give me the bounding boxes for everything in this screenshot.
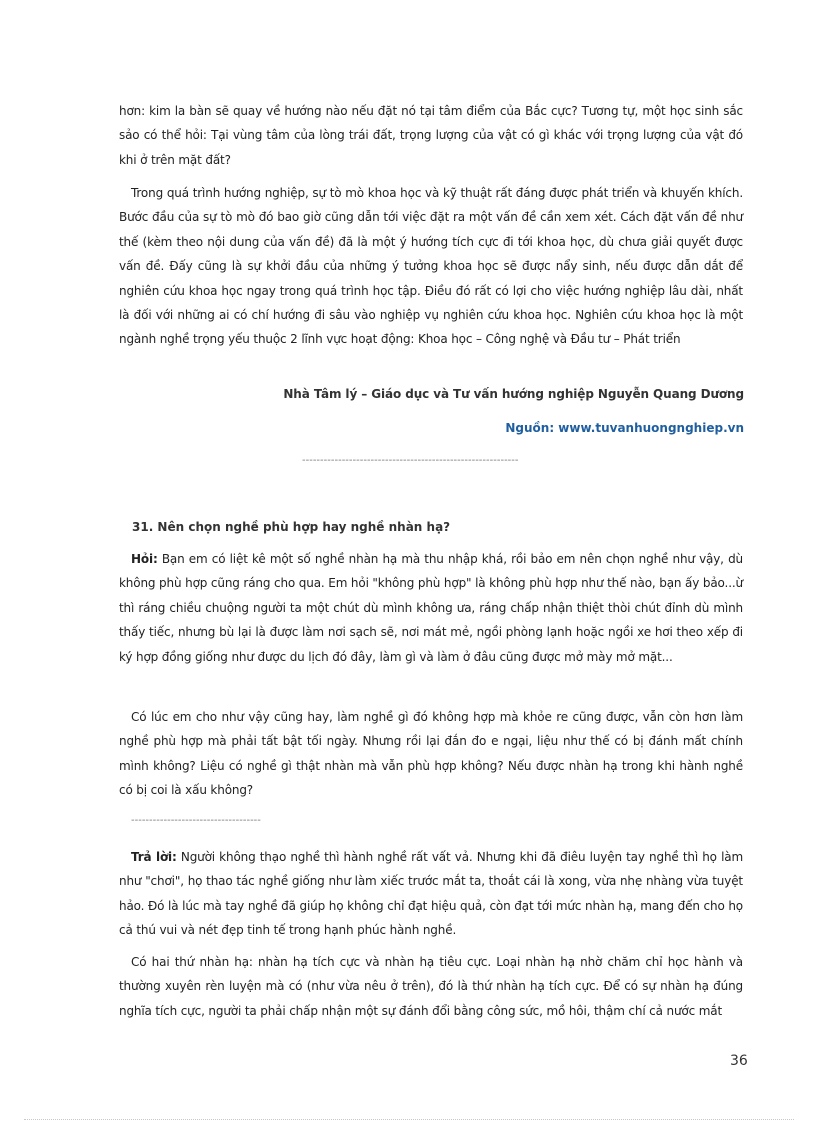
divider-long: ------------------------------------------------------------ bbox=[302, 455, 519, 466]
author-signature: Nhà Tâm lý – Giáo dục và Tư vấn hướng nghiệp Nguyễn Quang Dương bbox=[283, 387, 744, 401]
question-paragraph bbox=[119, 547, 743, 669]
divider-short: ------------------------------------ bbox=[131, 815, 261, 826]
paragraph-career-orientation: Trong quá trình hướng nghiệp, sự tò mò khoa học và kỹ thuật rất đáng được phát triển và khuyến khích. Bước đầu của sự tò mò đó bao giờ cũng dẫn tới việc đặt ra một vấn đề cần xem xét. Cách đặt vấn đề như thế (kèm theo nội dung của vấn đề) đã là một ý hướng tích cực đi tới khoa học, dù chưa giải quyết được vấn đề. Đấy cũng là sự khởi đầu của những ý tưởng khoa học sẽ được nẩy sinh, nếu được dẫn dắt để nghiên cứu khoa học ngay trong quá trình học tập. Điều đó rất có lợi cho việc hướng nghiệp lâu dài, nhất là đối với những ai có chí hướng đi sâu vào nghiệp vụ nghiên cứu khoa học. Nghiên cứu khoa học là một ngành nghề trọng yếu thuộc 2 lĩnh vực hoạt động: Khoa học – Công nghệ và Đầu tư – Phát triển bbox=[119, 186, 743, 347]
answer-body: Người không thạo nghề thì hành nghề rất vất vả. Nhưng khi đã điêu luyện tay nghề thì họ làm như "chơi", họ thao tác nghề giống như làm xiếc trước mắt ta, thoắt cái là xong, vừa nhẹ nhàng vừa tuyệt hảo. Đó là lúc mà tay nghề đã giúp họ không chỉ đạt hiệu quả, còn đạt tới mức nhàn hạ, mang đến cho họ cả thú vui và nét đẹp tinh tế trong hạnh phúc hành nghề. bbox=[119, 850, 743, 938]
question-label: Hỏi: bbox=[131, 552, 158, 566]
answer-label: Trả lời: bbox=[131, 850, 177, 864]
page-bottom-border bbox=[24, 1119, 794, 1120]
question-body: Bạn em có liệt kê một số nghề nhàn hạ mà thu nhập khá, rồi bảo em nên chọn nghề như vậy, dù không phù hợp cũng ráng cho qua. Em hỏi "không phù hợp" là không phù hợp như thế nào, bạn ấy bảo...ừ thì ráng chiều chuộng người ta một chút dù mình không ưa, ráng chấp nhận thiệt thòi chút đỉnh dù mình thấy tiếc, nhưng bù lại là được làm nơi sạch sẽ, nơi mát mẻ, ngồi phòng lạnh hoặc ngồi xe hơi theo xếp đi ký hợp đồng giống như được du lịch đó đây, làm gì và làm ở đâu cũng được mở mày mở mặt... bbox=[119, 552, 743, 664]
question-paragraph-2: Có lúc em cho như vậy cũng hay, làm nghề gì đó không hợp mà khỏe re cũng được, vẫn còn hơn làm nghề phù hợp mà phải tất bật tối ngày. Nhưng rồi lại đắn đo e ngại, liệu như thế có bị đánh mất chính mình không? Liệu có nghề gì thật nhàn mà vẫn phù hợp không? Nếu được nhàn hạ trong khi hành nghề có bị coi là xấu không? bbox=[119, 710, 743, 798]
paragraph-intro: hơn: kim la bàn sẽ quay về hướng nào nếu đặt nó tại tâm điểm của Bắc cực? Tương tự, một học sinh sắc sảo có thể hỏi: Tại vùng tâm của lòng trái đất, trọng lượng của vật có gì khác với trọng lượng của vật đó khi ở trên mặt đất? bbox=[119, 104, 743, 167]
source-link[interactable]: Nguồn: www.tuvanhuongnghiep.vn bbox=[505, 421, 744, 435]
page-number: 36 bbox=[730, 1053, 748, 1069]
paragraph-two-kinds-of-leisure: Có hai thứ nhàn hạ: nhàn hạ tích cực và nhàn hạ tiêu cực. Loại nhàn hạ nhờ chăm chỉ học hành và thường xuyên rèn luyện mà có (như vừa nêu ở trên), đó là thứ nhàn hạ tích cực. Để có sự nhàn hạ đúng nghĩa tích cực, người ta phải chấp nhận một sự đánh đổi bằng công sức, mồ hôi, thậm chí cả nước mắt bbox=[119, 955, 743, 1018]
answer-paragraph bbox=[119, 845, 743, 943]
section-heading: 31. Nên chọn nghề phù hợp hay nghề nhàn hạ? bbox=[132, 520, 451, 534]
